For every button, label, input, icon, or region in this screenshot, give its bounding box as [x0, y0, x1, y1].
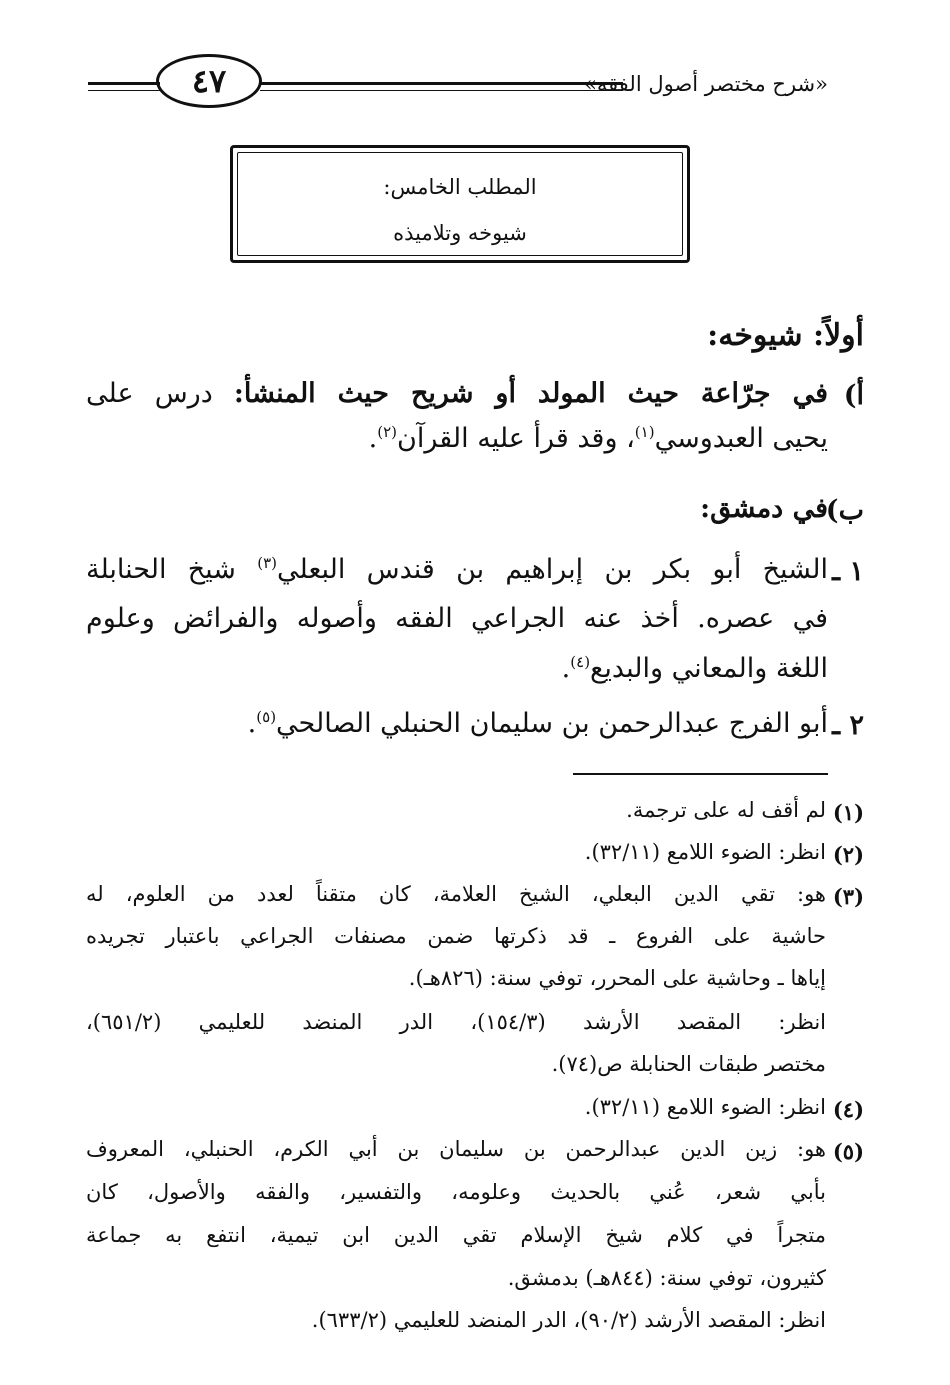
page-number: ٤٧ [191, 62, 227, 100]
item-1-line-2: في عصره. أخذ عنه الجراعي الفقه وأصوله والفرائض وعلوم [86, 603, 828, 634]
fn4-marker: (٤) [832, 1097, 864, 1122]
section-title: شيوخه وتلاميذه [393, 221, 527, 245]
fn2-marker: (٢) [832, 842, 864, 867]
item-a-marker: أ) [843, 380, 864, 411]
fn3-line-5: مختصر طبقات الحنابلة ص(٧٤). [551, 1052, 826, 1076]
item-1-line-1 [86, 556, 828, 583]
item-1-line-3 [86, 655, 828, 682]
fn5-line-4: كثيرون، توفي سنة: (٨٤٤هـ) بدمشق. [507, 1266, 826, 1290]
item-1-line1-text: الشيخ أبو بكر بن إبراهيم بن قندس البعلي [277, 554, 828, 585]
fn3-line-4: انظر: المقصد الأرشد (١٥٤/٣)، الدر المنضد للعليمي (٦٥١/٢)، [86, 1010, 827, 1034]
footnote-ref-4[interactable]: (٤) [570, 653, 591, 671]
fn2-text: انظر: الضوء اللامع (٣٢/١١). [584, 840, 826, 864]
fn4-text: انظر: الضوء اللامع (٣٢/١١). [584, 1095, 826, 1119]
item-1-marker: ١ ـ [832, 556, 864, 587]
page-number-oval [156, 54, 262, 108]
item-b-heading: في دمشق: [700, 493, 828, 524]
running-title: «شرح مختصر أصول الفقه» [584, 72, 828, 96]
header-rule-long [260, 82, 623, 91]
section-label: المطلب الخامس: [383, 175, 537, 199]
footnote-ref-1[interactable]: (١) [634, 423, 655, 441]
fn5-line-3: متجراً في كلام شيخ الإسلام تقي الدين ابن تيمية، انتفع به جماعة [86, 1223, 826, 1247]
footnote-ref-3[interactable]: (٣) [257, 554, 277, 572]
item-a-line-1 [86, 380, 828, 407]
item-a-line2-text2: ، وقد قرأ عليه القرآن [397, 423, 635, 454]
heading-shuyukh: أولاً: شيوخه: [707, 318, 864, 353]
fn3-line-2: حاشية على الفروع ـ قد ذكرتها ضمن مصنفات الجراعي باعتبار تجريده [86, 924, 826, 948]
item-a-line-2 [86, 425, 828, 452]
item-1-line3-end: . [561, 653, 571, 684]
header-rule-short [88, 82, 160, 91]
item-2-end: . [247, 708, 257, 739]
section-title-box [230, 145, 690, 263]
item-a-line2-end: . [368, 423, 378, 454]
fn1-marker: (١) [832, 800, 864, 825]
fn3-marker: (٣) [832, 884, 864, 909]
footnote-ref-5[interactable]: (٥) [256, 708, 277, 726]
item-b-marker: ب) [825, 495, 864, 526]
fn5-line-1: هو: زين الدين عبدالرحمن بن سليمان بن أبي الكرم، الحنبلي، المعروف [86, 1137, 826, 1161]
fn3-line-1: هو: تقي الدين البعلي، الشيخ العلامة، كان متقناً لعدد من العلوم، له [86, 882, 826, 906]
fn5-marker: (٥) [832, 1139, 864, 1164]
item-1-line3-text: اللغة والمعاني والبديع [590, 653, 828, 684]
item-a-line2-text: يحيى العبدوسي [654, 423, 828, 454]
footnote-ref-2[interactable]: (٢) [377, 423, 398, 441]
footnote-separator [573, 773, 828, 775]
fn5-line-2: بأبي شعر، عُني بالحديث وعلومه، والتفسير، والفقه والأصول، كان [86, 1180, 826, 1204]
item-2-marker: ٢ ـ [832, 710, 864, 741]
item-a-bold-text: في جرّاعة حيث المولد أو شريح حيث المنشأ: [233, 378, 828, 409]
fn3-line-3: إياها ـ وحاشية على المحرر، توفي سنة: (٨٢٦هـ). [408, 966, 826, 990]
fn1-text: لم أقف له على ترجمة. [626, 798, 826, 822]
fn5-line-5: انظر: المقصد الأرشد (٩٠/٢)، الدر المنضد للعليمي (٦٣٣/٢). [311, 1308, 826, 1332]
section-title-box-inner [237, 152, 683, 256]
item-a-line1-rest: درس على [86, 378, 213, 409]
item-2-text: أبو الفرج عبدالرحمن بن سليمان الحنبلي الصالحي [276, 708, 828, 739]
item-2-line [86, 710, 828, 737]
item-1-line1-text2: شيخ الحنابلة [86, 554, 236, 585]
page-header [88, 52, 828, 112]
